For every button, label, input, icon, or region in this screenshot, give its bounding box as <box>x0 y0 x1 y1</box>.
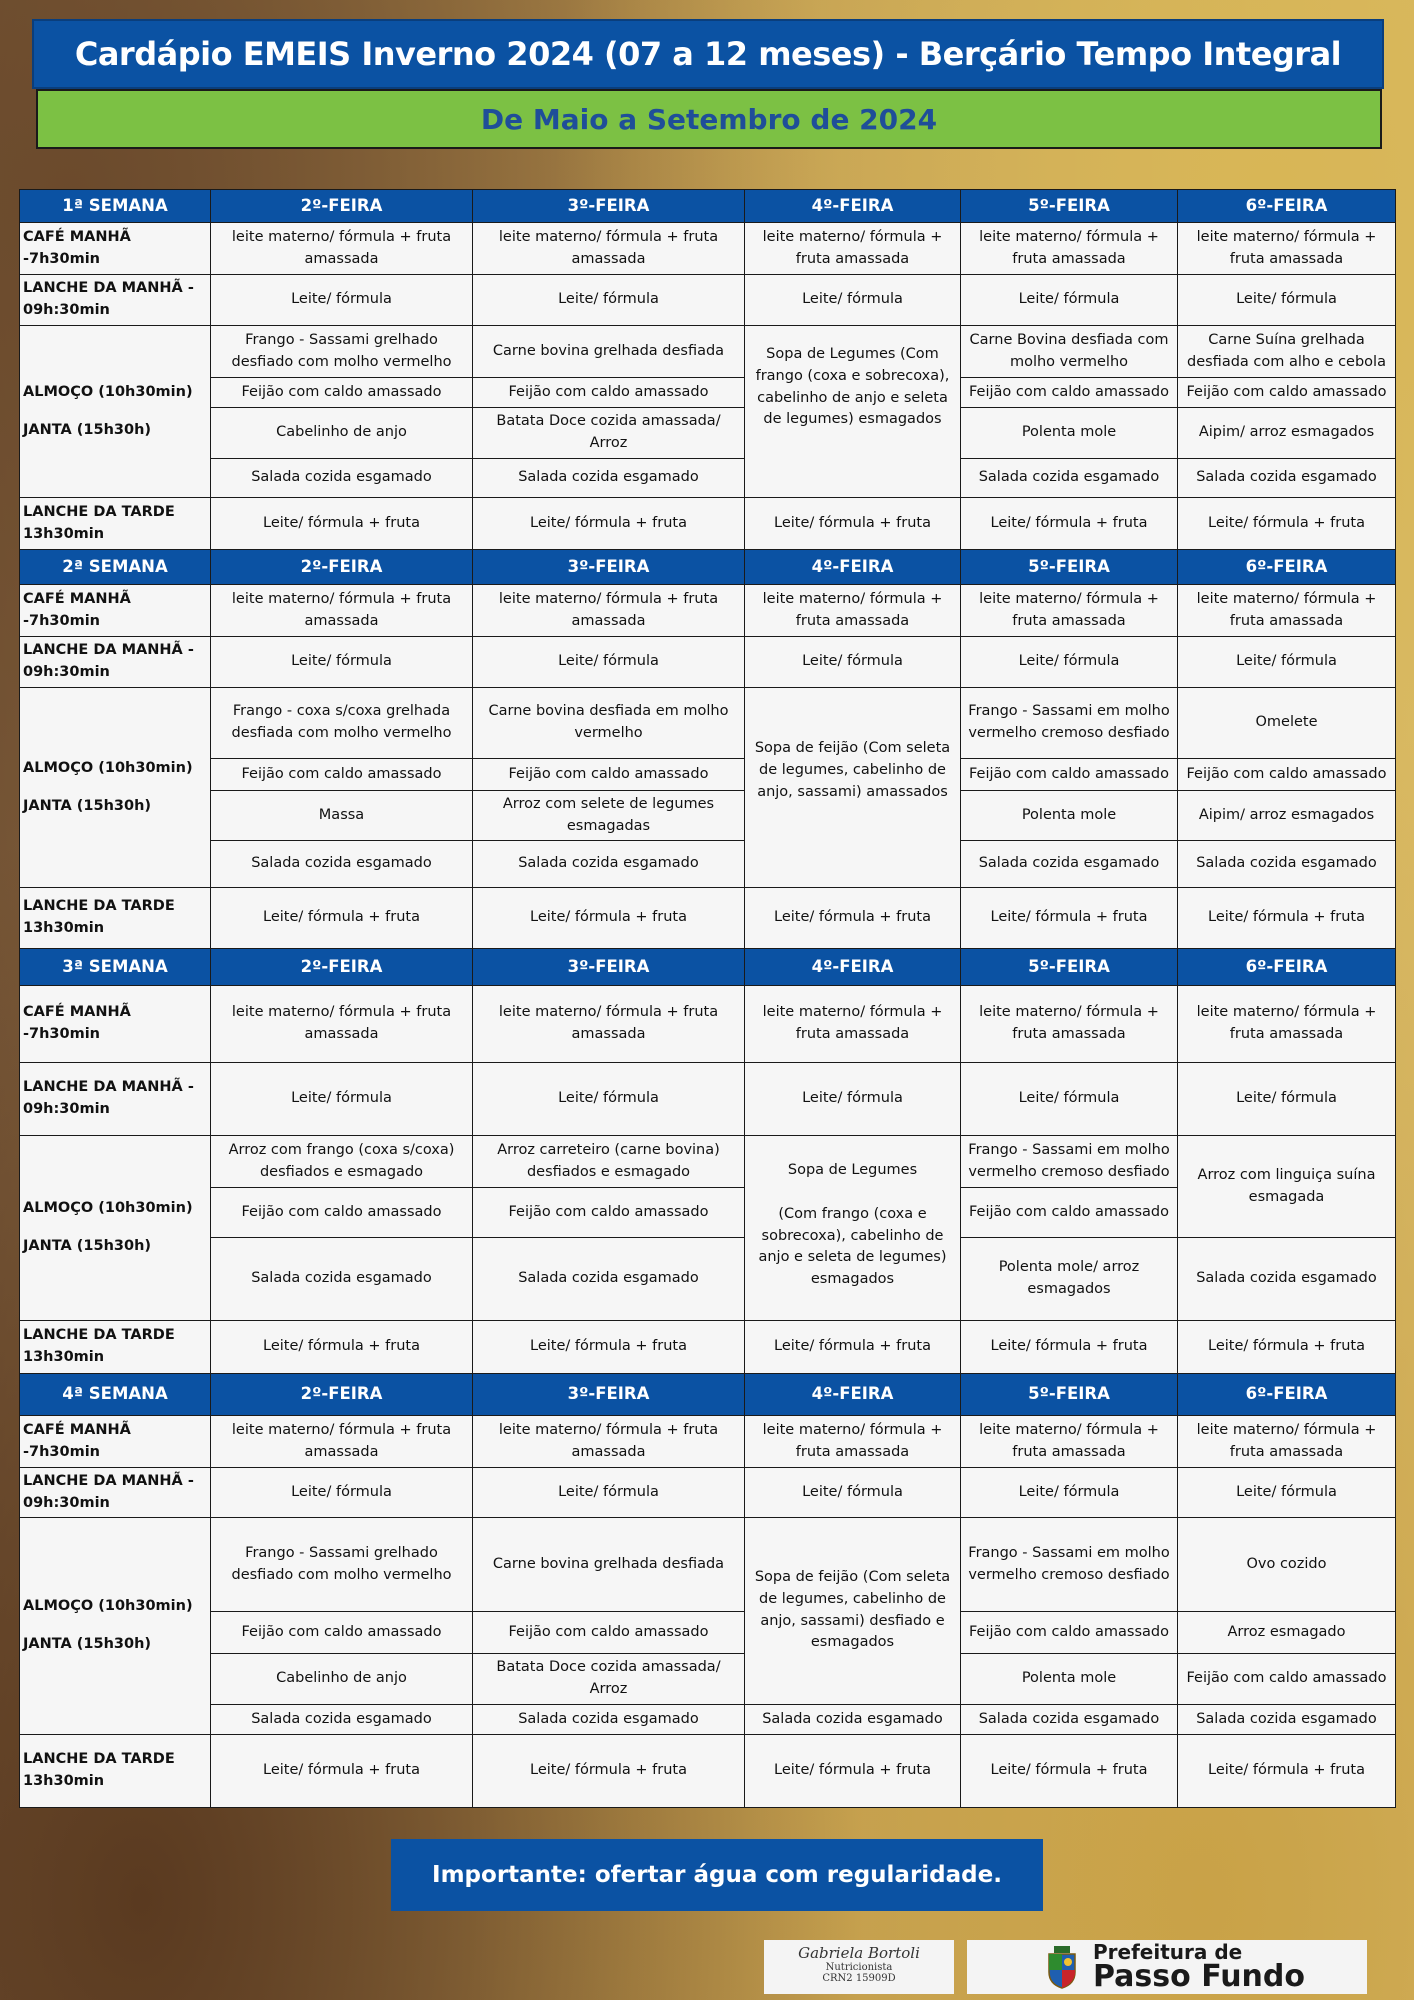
menu-cell: leite materno/ fórmula + fruta amassada <box>961 585 1178 637</box>
soup-text: Sopa de Legumes (Com frango (coxa e sobrecoxa), cabelinho de anjo e seleta de legumes) esmagados <box>755 346 950 428</box>
menu-cell: Leite/ fórmula + fruta <box>473 1735 745 1808</box>
menu-cell: Feijão com caldo amassado <box>961 1612 1178 1654</box>
menu-cell: Batata Doce cozida amassada/ Arroz <box>473 408 745 459</box>
menu-cell: Frango - Sassami em molho vermelho cremoso desfiado <box>961 1136 1178 1188</box>
day-header: 5º-FEIRA <box>961 550 1178 585</box>
table-row <box>20 1238 1396 1321</box>
menu-cell: Salada cozida esgamado <box>1178 1238 1396 1321</box>
menu-cell: Leite/ fórmula <box>745 637 961 688</box>
menu-cell: Leite/ fórmula <box>961 637 1178 688</box>
table-row <box>20 1612 1396 1654</box>
row-label-cafe: CAFÉ MANHÃ -7h30min <box>20 1416 211 1468</box>
menu-cell: Arroz com linguiça suína esmagada <box>1178 1136 1396 1238</box>
row-label-lanche-tarde: LANCHE DA TARDE 13h30min <box>20 498 211 550</box>
menu-cell: leite materno/ fórmula + fruta amassada <box>745 986 961 1063</box>
menu-cell: Polenta mole <box>961 791 1178 841</box>
table-row <box>20 326 1396 378</box>
menu-cell: Salada cozida esgamado <box>745 1705 961 1735</box>
menu-cell: leite materno/ fórmula + fruta amassada <box>961 223 1178 275</box>
table-row <box>20 759 1396 791</box>
menu-cell: Leite/ fórmula + fruta <box>211 498 473 550</box>
row-label-almoco-janta <box>20 326 211 498</box>
almoco-label: ALMOÇO (10h30min) <box>23 1200 193 1217</box>
menu-cell: Carne Bovina desfiada com molho vermelho <box>961 326 1178 378</box>
menu-cell: Salada cozida esgamado <box>961 1705 1178 1735</box>
menu-cell: Massa <box>211 791 473 841</box>
menu-cell: Feijão com caldo amassado <box>473 1612 745 1654</box>
menu-cell: Salada cozida esgamado <box>961 841 1178 888</box>
table-row <box>20 1468 1396 1518</box>
menu-cell: Salada cozida esgamado <box>211 459 473 498</box>
menu-cell: Salada cozida esgamado <box>211 841 473 888</box>
menu-cell: Ovo cozido <box>1178 1518 1396 1612</box>
menu-cell: Feijão com caldo amassado <box>211 378 473 408</box>
soup-text: (Com frango (coxa e sobrecoxa), cabelinho de anjo e seleta de legumes) esmagados <box>758 1205 947 1287</box>
week-title: 1ª SEMANA <box>20 190 211 223</box>
menu-cell: leite materno/ fórmula + fruta amassada <box>1178 986 1396 1063</box>
week-title: 2ª SEMANA <box>20 550 211 585</box>
table-row <box>20 585 1396 637</box>
day-header: 6º-FEIRA <box>1178 550 1396 585</box>
menu-cell: Leite/ fórmula + fruta <box>211 888 473 949</box>
menu-cell: Frango - Sassami grelhado desfiado com molho vermelho <box>211 326 473 378</box>
menu-cell: Feijão com caldo amassado <box>473 378 745 408</box>
menu-cell: Salada cozida esgamado <box>473 459 745 498</box>
menu-cell: Leite/ fórmula <box>1178 275 1396 326</box>
table-row <box>20 637 1396 688</box>
menu-cell: Leite/ fórmula <box>745 1468 961 1518</box>
menu-cell: Carne bovina desfiada em molho vermelho <box>473 688 745 759</box>
menu-cell: Salada cozida esgamado <box>1178 459 1396 498</box>
menu-cell: Feijão com caldo amassado <box>211 1188 473 1238</box>
menu-cell: Polenta mole/ arroz esmagados <box>961 1238 1178 1321</box>
menu-cell: leite materno/ fórmula + fruta amassada <box>745 1416 961 1468</box>
menu-cell: Salada cozida esgamado <box>473 1705 745 1735</box>
menu-cell: Feijão com caldo amassado <box>1178 378 1396 408</box>
signature-crn: CRN2 15909D <box>822 1973 896 1984</box>
menu-cell: leite materno/ fórmula + fruta amassada <box>745 223 961 275</box>
day-header: 5º-FEIRA <box>961 1374 1178 1416</box>
menu-cell: leite materno/ fórmula + fruta amassada <box>1178 1416 1396 1468</box>
day-header: 2º-FEIRA <box>211 190 473 223</box>
menu-cell: Arroz esmagado <box>1178 1612 1396 1654</box>
menu-cell: Aipim/ arroz esmagados <box>1178 791 1396 841</box>
menu-cell <box>745 1136 961 1321</box>
menu-cell: Leite/ fórmula <box>961 1468 1178 1518</box>
menu-cell: Leite/ fórmula <box>473 275 745 326</box>
menu-cell: Batata Doce cozida amassada/ Arroz <box>473 1654 745 1705</box>
soup-text: Sopa de feijão (Com seleta de legumes, cabelinho de anjo, sassami) amassados <box>754 740 951 800</box>
menu-cell: Leite/ fórmula + fruta <box>745 888 961 949</box>
table-row <box>20 275 1396 326</box>
day-header: 6º-FEIRA <box>1178 190 1396 223</box>
janta-label: JANTA (15h30h) <box>23 1636 152 1652</box>
row-label-lanche-manha: LANCHE DA MANHÃ - 09h:30min <box>20 1063 211 1136</box>
janta-label: JANTA (15h30h) <box>23 797 152 814</box>
menu-cell: Leite/ fórmula <box>211 637 473 688</box>
menu-cell: Salada cozida esgamado <box>211 1238 473 1321</box>
menu-cell <box>745 1518 961 1705</box>
day-header: 6º-FEIRA <box>1178 1374 1396 1416</box>
menu-cell: Feijão com caldo amassado <box>473 1188 745 1238</box>
menu-cell: Leite/ fórmula + fruta <box>745 498 961 550</box>
table-row <box>20 688 1396 759</box>
week-title: 3ª SEMANA <box>20 949 211 986</box>
menu-cell: Leite/ fórmula <box>1178 1063 1396 1136</box>
menu-cell: Leite/ fórmula + fruta <box>211 1321 473 1374</box>
table-row <box>20 378 1396 408</box>
table-row <box>20 1518 1396 1612</box>
menu-cell: leite materno/ fórmula + fruta amassada <box>473 1416 745 1468</box>
menu-cell: Leite/ fórmula <box>211 1468 473 1518</box>
menu-cell: Carne Suína grelhada desfiada com alho e cebola <box>1178 326 1396 378</box>
logo-line2: Passo Fundo <box>1093 1959 1305 1994</box>
row-label-cafe: CAFÉ MANHÃ -7h30min <box>20 585 211 637</box>
menu-cell: leite materno/ fórmula + fruta amassada <box>1178 585 1396 637</box>
menu-cell: Carne bovina grelhada desfiada <box>473 1518 745 1612</box>
menu-cell: Leite/ fórmula + fruta <box>1178 888 1396 949</box>
row-label-cafe: CAFÉ MANHÃ -7h30min <box>20 986 211 1063</box>
table-row <box>20 408 1396 459</box>
menu-cell: leite materno/ fórmula + fruta amassada <box>211 986 473 1063</box>
menu-cell: Cabelinho de anjo <box>211 1654 473 1705</box>
table-row <box>20 1321 1396 1374</box>
menu-cell: Feijão com caldo amassado <box>961 1188 1178 1238</box>
day-header: 6º-FEIRA <box>1178 949 1396 986</box>
menu-cell: leite materno/ fórmula + fruta amassada <box>211 1416 473 1468</box>
menu-cell: leite materno/ fórmula + fruta amassada <box>961 1416 1178 1468</box>
day-header: 4º-FEIRA <box>745 949 961 986</box>
menu-cell <box>745 326 961 498</box>
table-row <box>20 1705 1396 1735</box>
coat-of-arms-icon <box>1045 1944 1079 1990</box>
menu-cell: Cabelinho de anjo <box>211 408 473 459</box>
menu-cell: Salada cozida esgamado <box>1178 841 1396 888</box>
menu-cell: Omelete <box>1178 688 1396 759</box>
menu-cell: Frango - Sassami grelhado desfiado com molho vermelho <box>211 1518 473 1612</box>
menu-cell: Leite/ fórmula + fruta <box>473 1321 745 1374</box>
day-header: 3º-FEIRA <box>473 949 745 986</box>
soup-title: Sopa de Legumes <box>787 1162 918 1178</box>
menu-cell: Frango - Sassami em molho vermelho cremoso desfiado <box>961 688 1178 759</box>
menu-cell: Leite/ fórmula + fruta <box>473 498 745 550</box>
row-label-almoco-janta <box>20 1518 211 1735</box>
menu-cell: Frango - coxa s/coxa grelhada desfiada com molho vermelho <box>211 688 473 759</box>
logo-line1: Prefeitura de <box>1093 1940 1243 1964</box>
janta-label: JANTA (15h30h) <box>23 421 152 438</box>
week-header-row <box>20 550 1396 585</box>
table-row <box>20 1654 1396 1705</box>
menu-cell: Frango - Sassami em molho vermelho cremoso desfiado <box>961 1518 1178 1612</box>
table-row <box>20 1735 1396 1808</box>
menu-cell: Feijão com caldo amassado <box>961 759 1178 791</box>
menu-cell: Leite/ fórmula + fruta <box>1178 1735 1396 1808</box>
table-row <box>20 459 1396 498</box>
day-header: 2º-FEIRA <box>211 1374 473 1416</box>
menu-cell: leite materno/ fórmula + fruta amassada <box>473 585 745 637</box>
menu-cell: Leite/ fórmula + fruta <box>473 888 745 949</box>
janta-label: JANTA (15h30h) <box>23 1238 152 1254</box>
row-label-lanche-tarde: LANCHE DA TARDE 13h30min <box>20 1321 211 1374</box>
menu-cell: Arroz com selete de legumes esmagadas <box>473 791 745 841</box>
menu-cell: Leite/ fórmula + fruta <box>745 1735 961 1808</box>
day-header: 3º-FEIRA <box>473 1374 745 1416</box>
row-label-cafe: CAFÉ MANHÃ -7h30min <box>20 223 211 275</box>
row-label-lanche-tarde: LANCHE DA TARDE 13h30min <box>20 888 211 949</box>
page-title: Cardápio EMEIS Inverno 2024 (07 a 12 meses) - Berçário Tempo Integral <box>32 19 1384 89</box>
menu-cell: Leite/ fórmula + fruta <box>745 1321 961 1374</box>
menu-cell: Salada cozida esgamado <box>961 459 1178 498</box>
soup-text: Sopa de feijão (Com seleta de legumes, cabelinho de anjo, sassami) desfiado e esmagados <box>754 1569 951 1651</box>
day-header: 5º-FEIRA <box>961 949 1178 986</box>
menu-cell: Salada cozida esgamado <box>473 1238 745 1321</box>
day-header: 2º-FEIRA <box>211 550 473 585</box>
menu-cell: Leite/ fórmula + fruta <box>961 1735 1178 1808</box>
menu-cell: Feijão com caldo amassado <box>1178 1654 1396 1705</box>
menu-cell: Feijão com caldo amassado <box>211 759 473 791</box>
table-row <box>20 1136 1396 1188</box>
menu-cell: Polenta mole <box>961 1654 1178 1705</box>
row-label-lanche-manha: LANCHE DA MANHÃ - 09h:30min <box>20 275 211 326</box>
nutritionist-signature <box>764 1940 954 1994</box>
week-header-row <box>20 1374 1396 1416</box>
almoco-label: ALMOÇO (10h30min) <box>23 383 193 400</box>
menu-cell: Leite/ fórmula <box>961 275 1178 326</box>
menu-cell: Carne bovina grelhada desfiada <box>473 326 745 378</box>
menu-cell: Leite/ fórmula + fruta <box>961 1321 1178 1374</box>
menu-cell: Leite/ fórmula + fruta <box>1178 498 1396 550</box>
menu-cell: Feijão com caldo amassado <box>211 1612 473 1654</box>
menu-cell: leite materno/ fórmula + fruta amassada <box>211 585 473 637</box>
menu-cell: Aipim/ arroz esmagados <box>1178 408 1396 459</box>
table-row <box>20 888 1396 949</box>
menu-cell: leite materno/ fórmula + fruta amassada <box>1178 223 1396 275</box>
day-header: 5º-FEIRA <box>961 190 1178 223</box>
menu-cell: Leite/ fórmula <box>961 1063 1178 1136</box>
table-row <box>20 791 1396 841</box>
menu-cell: Feijão com caldo amassado <box>1178 759 1396 791</box>
menu-cell: Polenta mole <box>961 408 1178 459</box>
table-row <box>20 223 1396 275</box>
menu-cell: Leite/ fórmula + fruta <box>211 1735 473 1808</box>
menu-cell: Leite/ fórmula <box>745 275 961 326</box>
menu-cell: leite materno/ fórmula + fruta amassada <box>473 223 745 275</box>
menu-cell: Leite/ fórmula + fruta <box>1178 1321 1396 1374</box>
row-label-lanche-tarde: LANCHE DA TARDE 13h30min <box>20 1735 211 1808</box>
water-notice: Importante: ofertar água com regularidade. <box>391 1839 1043 1911</box>
row-label-almoco-janta <box>20 1136 211 1321</box>
day-header: 4º-FEIRA <box>745 190 961 223</box>
menu-cell: Leite/ fórmula <box>1178 637 1396 688</box>
row-label-lanche-manha: LANCHE DA MANHÃ - 09h:30min <box>20 637 211 688</box>
menu-cell: Feijão com caldo amassado <box>473 759 745 791</box>
row-label-lanche-manha: LANCHE DA MANHÃ - 09h:30min <box>20 1468 211 1518</box>
table-row <box>20 1063 1396 1136</box>
menu-cell: Salada cozida esgamado <box>211 1705 473 1735</box>
menu-table <box>19 189 1396 1808</box>
menu-cell: Leite/ fórmula <box>745 1063 961 1136</box>
week-title: 4ª SEMANA <box>20 1374 211 1416</box>
menu-cell: leite materno/ fórmula + fruta amassada <box>211 223 473 275</box>
row-label-almoco-janta <box>20 688 211 888</box>
week-header-row <box>20 190 1396 223</box>
menu-cell: Leite/ fórmula + fruta <box>961 498 1178 550</box>
day-header: 4º-FEIRA <box>745 550 961 585</box>
menu-cell: Leite/ fórmula + fruta <box>961 888 1178 949</box>
menu-cell: Leite/ fórmula <box>211 1063 473 1136</box>
menu-cell: Arroz com frango (coxa s/coxa) desfiados e esmagado <box>211 1136 473 1188</box>
menu-cell <box>745 688 961 888</box>
menu-cell: Salada cozida esgamado <box>1178 1705 1396 1735</box>
menu-cell: Leite/ fórmula <box>211 275 473 326</box>
table-row <box>20 986 1396 1063</box>
table-row <box>20 1416 1396 1468</box>
signature-role: Nutricionista <box>825 1962 893 1973</box>
menu-cell: Leite/ fórmula <box>473 1063 745 1136</box>
menu-cell: leite materno/ fórmula + fruta amassada <box>961 986 1178 1063</box>
menu-cell: Leite/ fórmula <box>1178 1468 1396 1518</box>
menu-cell: Salada cozida esgamado <box>473 841 745 888</box>
menu-cell: Arroz carreteiro (carne bovina) desfiados e esmagado <box>473 1136 745 1188</box>
menu-cell: leite materno/ fórmula + fruta amassada <box>473 986 745 1063</box>
day-header: 4º-FEIRA <box>745 1374 961 1416</box>
table-row <box>20 498 1396 550</box>
almoco-label: ALMOÇO (10h30min) <box>23 1598 193 1615</box>
day-header: 2º-FEIRA <box>211 949 473 986</box>
period-subtitle: De Maio a Setembro de 2024 <box>36 89 1382 149</box>
menu-cell: Leite/ fórmula <box>473 637 745 688</box>
menu-cell: Leite/ fórmula <box>473 1468 745 1518</box>
day-header: 3º-FEIRA <box>473 190 745 223</box>
almoco-label: ALMOÇO (10h30min) <box>23 759 193 776</box>
day-header: 3º-FEIRA <box>473 550 745 585</box>
menu-cell: Feijão com caldo amassado <box>961 378 1178 408</box>
table-row <box>20 841 1396 888</box>
week-header-row <box>20 949 1396 986</box>
city-hall-logo <box>967 1940 1367 1994</box>
signature-name: Gabriela Bortoli <box>798 1944 920 1962</box>
menu-cell: leite materno/ fórmula + fruta amassada <box>745 585 961 637</box>
